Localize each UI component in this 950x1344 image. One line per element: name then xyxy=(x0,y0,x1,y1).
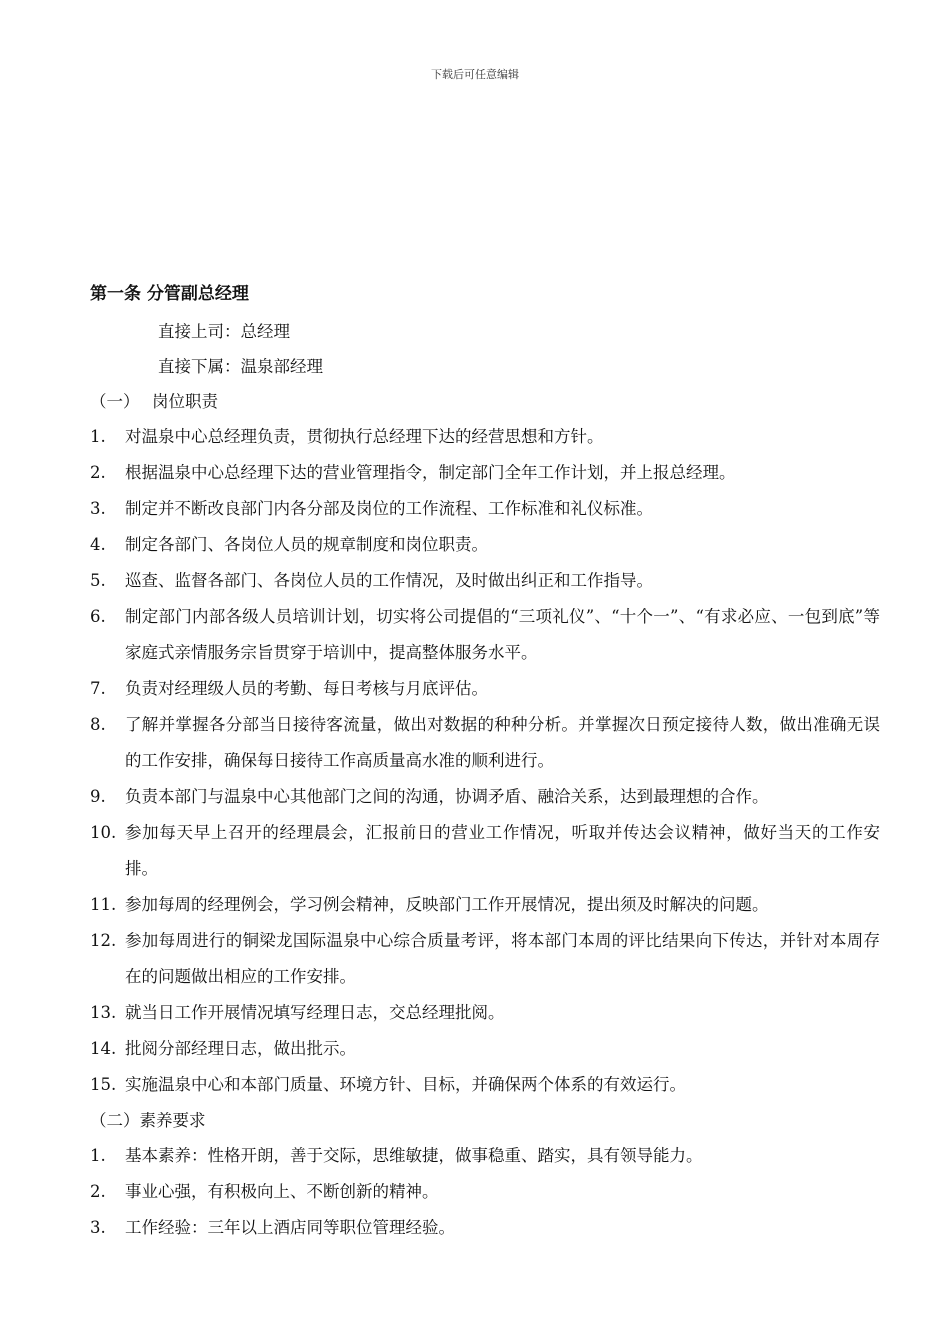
qualifications-list xyxy=(90,1138,880,1246)
section-duties-number: （一） xyxy=(90,392,140,411)
item-number: 1. xyxy=(90,1146,106,1165)
item-text: 负责对经理级人员的考勤、每日考核与月底评估。 xyxy=(125,679,488,698)
item-number: 1. xyxy=(90,427,106,446)
direct-superior: 直接上司：总经理 xyxy=(158,322,290,341)
list-item xyxy=(90,815,880,887)
item-number: 8. xyxy=(90,715,106,734)
item-text: 了解并掌握各分部当日接待客流量，做出对数据的种种分析。并掌握次日预定接待人数，做出准确无误的工作安排，确保每日接待工作高质量高水准的顺利进行。 xyxy=(125,715,880,770)
list-item xyxy=(90,707,880,779)
list-item xyxy=(90,923,880,995)
item-number: 15. xyxy=(90,1075,117,1094)
item-number: 12. xyxy=(90,931,117,950)
item-text: 就当日工作开展情况填写经理日志，交总经理批阅。 xyxy=(125,1003,505,1022)
item-number: 6. xyxy=(90,607,106,626)
item-number: 4. xyxy=(90,535,106,554)
item-text: 事业心强，有积极向上、不断创新的精神。 xyxy=(125,1182,439,1201)
item-text: 制定部门内部各级人员培训计划，切实将公司提倡的“三项礼仪”、“十个一”、“有求必应、一包到底”等家庭式亲情服务宗旨贯穿于培训中，提高整体服务水平。 xyxy=(125,607,880,662)
item-text: 参加每周进行的铜梁龙国际温泉中心综合质量考评，将本部门本周的评比结果向下传达，并针对本周存在的问题做出相应的工作安排。 xyxy=(125,931,880,986)
list-item xyxy=(90,455,880,491)
item-number: 11. xyxy=(90,895,117,914)
section-duties-title: 岗位职责 xyxy=(152,392,218,411)
item-number: 2. xyxy=(90,1182,106,1201)
item-text: 实施温泉中心和本部门质量、环境方针、目标，并确保两个体系的有效运行。 xyxy=(125,1075,686,1094)
list-item xyxy=(90,1138,880,1174)
list-item xyxy=(90,995,880,1031)
item-text: 巡查、监督各部门、各岗位人员的工作情况，及时做出纠正和工作指导。 xyxy=(125,571,653,590)
item-text: 工作经验：三年以上酒店同等职位管理经验。 xyxy=(125,1218,455,1237)
list-item xyxy=(90,419,880,455)
list-item xyxy=(90,491,880,527)
item-text: 制定各部门、各岗位人员的规章制度和岗位职责。 xyxy=(125,535,488,554)
item-number: 9. xyxy=(90,787,106,806)
list-item xyxy=(90,527,880,563)
item-text: 负责本部门与温泉中心其他部门之间的沟通，协调矛盾、融洽关系，达到最理想的合作。 xyxy=(125,787,769,806)
list-item xyxy=(90,1031,880,1067)
item-text: 对温泉中心总经理负责，贯彻执行总经理下达的经营思想和方针。 xyxy=(125,427,604,446)
item-text: 批阅分部经理日志，做出批示。 xyxy=(125,1039,356,1058)
list-item xyxy=(90,599,880,671)
item-number: 13. xyxy=(90,1003,117,1022)
item-text: 根据温泉中心总经理下达的营业管理指令，制定部门全年工作计划，并上报总经理。 xyxy=(125,463,736,482)
document-body xyxy=(90,280,880,1246)
list-item xyxy=(90,1210,880,1246)
article-title: 第一条 分管副总经理 xyxy=(90,284,249,304)
list-item xyxy=(90,1067,880,1103)
item-number: 2. xyxy=(90,463,106,482)
item-number: 5. xyxy=(90,571,106,590)
item-text: 参加每周的经理例会，学习例会精神，反映部门工作开展情况，提出须及时解决的问题。 xyxy=(125,895,769,914)
item-number: 7. xyxy=(90,679,106,698)
duties-list xyxy=(90,419,880,1103)
item-text: 基本素养：性格开朗，善于交际，思维敏捷，做事稳重、踏实，具有领导能力。 xyxy=(125,1146,703,1165)
section-qualifications-heading: （二）素养要求 xyxy=(90,1111,206,1130)
item-number: 3. xyxy=(90,1218,106,1237)
item-text: 参加每天早上召开的经理晨会，汇报前日的营业工作情况，听取并传达会议精神，做好当天的工作安排。 xyxy=(125,823,880,878)
item-number: 10. xyxy=(90,823,117,842)
section-duties-heading xyxy=(90,384,880,419)
list-item xyxy=(90,779,880,815)
list-item xyxy=(90,1174,880,1210)
header-note: 下载后可任意编辑 xyxy=(431,68,519,81)
item-text: 制定并不断改良部门内各分部及岗位的工作流程、工作标准和礼仪标准。 xyxy=(125,499,653,518)
item-number: 3. xyxy=(90,499,106,518)
list-item xyxy=(90,671,880,707)
list-item xyxy=(90,563,880,599)
list-item xyxy=(90,887,880,923)
direct-subordinate: 直接下属：温泉部经理 xyxy=(158,357,323,376)
item-number: 14. xyxy=(90,1039,117,1058)
